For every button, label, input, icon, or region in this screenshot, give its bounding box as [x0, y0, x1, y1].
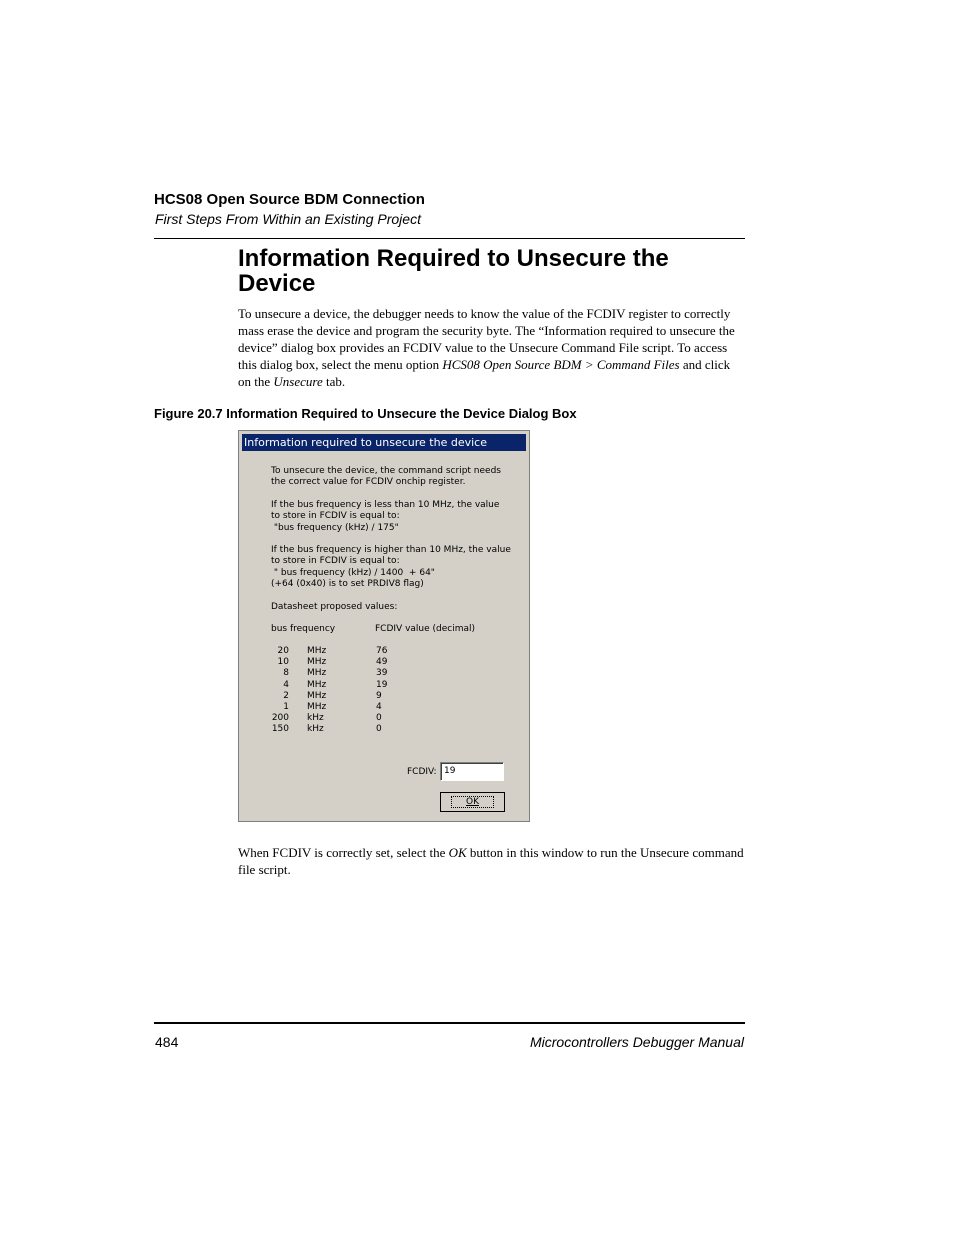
row-frequency: 150 [271, 724, 289, 735]
row-fcdiv-value: 9 [376, 690, 382, 701]
unsecure-dialog [238, 430, 530, 822]
figure-caption: Figure 20.7 Information Required to Unsecure the Device Dialog Box [154, 406, 577, 421]
ok-button[interactable]: OK [440, 792, 505, 812]
closing-paragraph: When FCDIV is correctly set, select the OK button in this window to run the Unsecure command file script. [238, 845, 744, 877]
row-unit: kHz [307, 724, 324, 735]
row-frequency: 200 [271, 713, 289, 724]
row-unit: MHz [307, 679, 327, 690]
intro-paragraph: To unsecure a device, the debugger needs to know the value of the FCDIV register to correctly mass erase the device and program the security byte. The “Information required to unsecure the device” dialog box provides an FCDIV value to the Unsecure Command File script. To access this dialog box, select the menu option HCS08 Open Source BDM > Command Files and click on the Unsecure tab. [238, 306, 735, 389]
page-number: 484 [155, 1034, 179, 1050]
row-unit: MHz [307, 668, 327, 679]
fcdiv-input[interactable]: 19 [440, 762, 504, 781]
row-fcdiv-value: 49 [376, 657, 388, 668]
row-frequency: 4 [283, 679, 289, 690]
footer-rule [154, 1022, 745, 1024]
row-unit: MHz [307, 657, 327, 668]
dialog-text-low-freq: If the bus frequency is less than 10 MHz, the value to store in FCDIV is equal to: "bus frequency (kHz) / 175" [271, 500, 500, 533]
row-unit: MHz [307, 690, 327, 701]
fcdiv-label: FCDIV: [407, 767, 437, 777]
row-frequency: 10 [277, 657, 289, 668]
menu-path: HCS08 Open Source BDM > Command Files [442, 357, 680, 372]
datasheet-label: Datasheet proposed values: [271, 602, 398, 612]
row-fcdiv-value: 76 [376, 646, 388, 656]
row-frequency: 20 [277, 646, 289, 656]
row-unit: MHz [307, 646, 327, 656]
dialog-text-intro: To unsecure the device, the command script needs the correct value for FCDIV onchip register. [271, 466, 501, 488]
row-frequency: 1 [283, 702, 289, 712]
dialog-titlebar[interactable]: Information required to unsecure the device [242, 434, 526, 451]
row-fcdiv-value: 4 [376, 702, 382, 712]
row-unit: kHz [307, 713, 324, 724]
tab-name: Unsecure [273, 374, 323, 389]
row-unit: MHz [307, 702, 327, 712]
manual-title: Microcontrollers Debugger Manual [530, 1034, 744, 1050]
row-frequency: 2 [283, 690, 289, 701]
running-header-title: HCS08 Open Source BDM Connection [154, 191, 425, 208]
row-fcdiv-value: 19 [376, 679, 388, 690]
section-heading: Information Required to Unsecure the Device [238, 245, 669, 297]
running-header-subtitle: First Steps From Within an Existing Project [155, 211, 421, 227]
column-header-frequency: bus frequency [271, 624, 336, 634]
column-header-fcdiv: FCDIV value (decimal) [375, 624, 476, 634]
dialog-text-high-freq: If the bus frequency is higher than 10 MHz, the value to store in FCDIV is equal to: " bus frequency (kHz) / 1400 + 64" (+64 (0x40) is to set PRDIV8 flag) [271, 545, 511, 589]
row-fcdiv-value: 39 [376, 668, 388, 679]
row-frequency: 8 [283, 668, 289, 679]
row-fcdiv-value: 0 [376, 724, 382, 735]
ok-reference: OK [448, 845, 467, 860]
row-fcdiv-value: 0 [376, 713, 382, 724]
header-rule [154, 238, 745, 239]
